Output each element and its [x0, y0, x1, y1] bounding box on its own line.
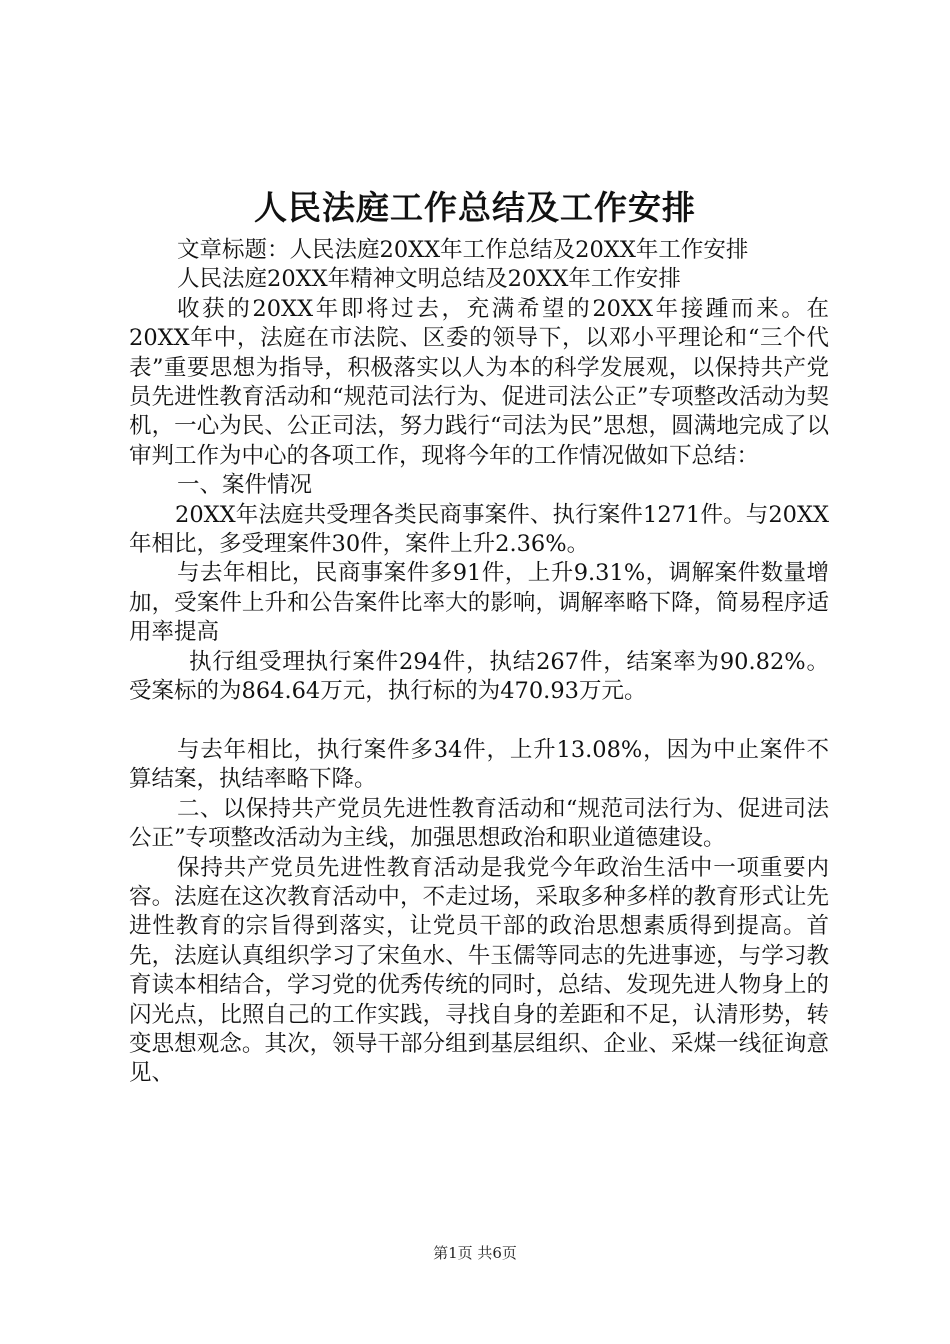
- document-body: [129, 236, 829, 1089]
- article-subtitle-line: 人民法庭20XX年精神文明总结及20XX年工作安排: [177, 266, 681, 293]
- page-footer: 第1页 共6页: [433, 1244, 517, 1262]
- section-heading-cases: 一、案件情况: [177, 472, 313, 499]
- document-title: 人民法庭工作总结及工作安排: [254, 188, 696, 227]
- section-heading-education: 二、以保持共产党员先进性教育活动和“规范司法行为、促进司法公正”专项整改活动为主线，加强思想政治和职业道德建设。: [129, 795, 829, 852]
- execution-cases-paragraph: 执行组受理执行案件294件，执结267件，结案率为90.82%。受案标的为864.64万元，执行标的为470.93万元。: [129, 648, 829, 705]
- cases-summary-paragraph: 20XX年法庭共受理各类民商事案件、执行案件1271件。与20XX年相比，多受理案件30件，案件上升2.36%。: [129, 501, 829, 558]
- intro-paragraph: 收获的20XX年即将过去，充满希望的20XX年接踵而来。在20XX年中，法庭在市法院、区委的领导下，以邓小平理论和“三个代表”重要思想为指导，积极落实以人为本的科学发展观，以保持共产党员先进性教育活动和“规范司法行为、促进司法公正”专项整改活动为契机，一心为民、公正司法，努力践行“司法为民”思想，圆满地完成了以审判工作为中心的各项工作，现将今年的工作情况做如下总结：: [129, 295, 829, 469]
- execution-comparison-paragraph: 与去年相比，执行案件多34件，上升13.08%，因为中止案件不算结案，执结率略下降。: [129, 736, 829, 793]
- education-paragraph: 保持共产党员先进性教育活动是我党今年政治生活中一项重要内容。法庭在这次教育活动中，不走过场，采取多种多样的教育形式让先进性教育的宗旨得到落实，让党员干部的政治思想素质得到提高。首先，法庭认真组织学习了宋鱼水、牛玉儒等同志的先进事迹，与学习教育读本相结合，学习党的优秀传统的同时，总结、发现先进人物身上的闪光点，比照自己的工作实践，寻找自身的差距和不足，认清形势，转变思想观念。其次，领导干部分组到基层组织、企业、采煤一线征询意见、: [129, 854, 829, 1087]
- civil-cases-paragraph: 与去年相比，民商事案件多91件，上升9.31%，调解案件数量增加，受案件上升和公告案件比率大的影响，调解率略下降，简易程序适用率提高: [129, 560, 829, 646]
- blank-line: [129, 707, 829, 736]
- article-heading-line: 文章标题：人民法庭20XX年工作总结及20XX年工作安排: [177, 237, 749, 263]
